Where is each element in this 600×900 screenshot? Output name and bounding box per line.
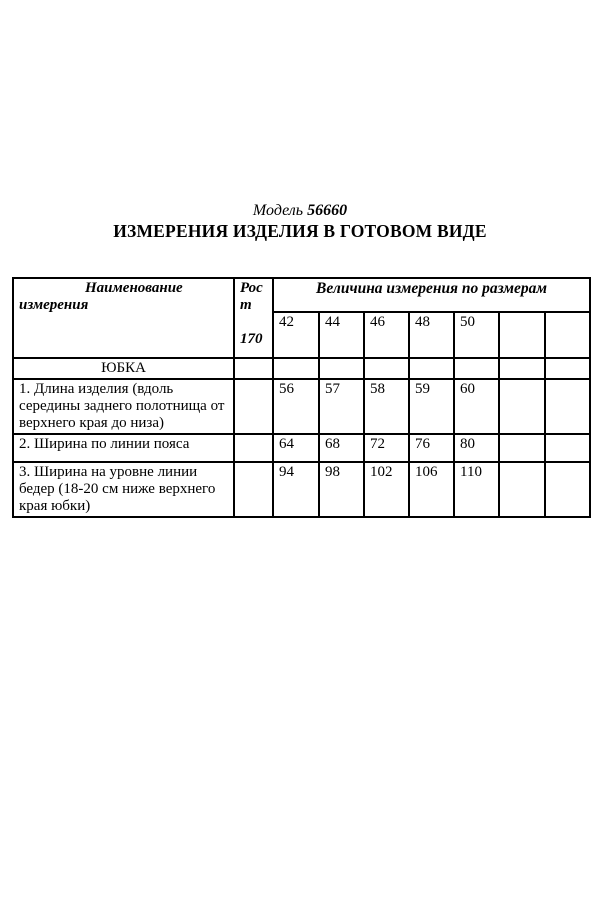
table-row xyxy=(13,462,590,517)
value-cell: 106 xyxy=(409,462,454,517)
model-number: 56660 xyxy=(307,202,348,219)
empty-cell xyxy=(234,434,273,462)
empty-cell xyxy=(234,358,273,379)
value-cell: 59 xyxy=(409,379,454,434)
size-header-42: 42 xyxy=(273,312,319,358)
value-cell: 56 xyxy=(273,379,319,434)
size-header-empty-1 xyxy=(499,312,545,358)
measurement-name: 2. Ширина по линии пояса xyxy=(13,434,234,462)
value-cell: 110 xyxy=(454,462,499,517)
size-header-46: 46 xyxy=(364,312,409,358)
value-cell: 58 xyxy=(364,379,409,434)
measurements-table xyxy=(12,277,591,518)
name-column-header xyxy=(13,278,234,358)
value-cell: 80 xyxy=(454,434,499,462)
value-cell: 102 xyxy=(364,462,409,517)
value-cell: 57 xyxy=(319,379,364,434)
section-row xyxy=(13,358,590,379)
value-cell: 72 xyxy=(364,434,409,462)
value-cell: 76 xyxy=(409,434,454,462)
empty-cell xyxy=(234,462,273,517)
measurement-name: 1. Длина изделия (вдоль середины заднего полотнища от верхнего края до низа) xyxy=(13,379,234,434)
value-cell xyxy=(499,379,545,434)
value-cell: 98 xyxy=(319,462,364,517)
empty-cell xyxy=(454,358,499,379)
size-header-50: 50 xyxy=(454,312,499,358)
section-label: ЮБКА xyxy=(13,358,234,379)
empty-cell xyxy=(545,358,590,379)
value-cell xyxy=(499,434,545,462)
sizes-group-header: Величина измерения по размерам xyxy=(273,278,590,312)
value-cell: 60 xyxy=(454,379,499,434)
empty-cell xyxy=(319,358,364,379)
value-cell xyxy=(545,379,590,434)
empty-cell xyxy=(273,358,319,379)
value-cell xyxy=(499,462,545,517)
value-cell: 68 xyxy=(319,434,364,462)
value-cell: 94 xyxy=(273,462,319,517)
table-header-row-top xyxy=(13,278,590,312)
value-cell xyxy=(545,462,590,517)
empty-cell xyxy=(499,358,545,379)
table-row xyxy=(13,379,590,434)
empty-cell xyxy=(364,358,409,379)
size-header-44: 44 xyxy=(319,312,364,358)
value-cell xyxy=(545,434,590,462)
model-line xyxy=(0,201,600,220)
size-header-empty-2 xyxy=(545,312,590,358)
measurement-name: 3. Ширина на уровне линии бедер (18-20 см ниже верхнего края юбки) xyxy=(13,462,234,517)
height-label: Рост xyxy=(240,280,263,313)
height-column-header xyxy=(234,278,273,358)
size-header-48: 48 xyxy=(409,312,454,358)
table-row xyxy=(13,434,590,462)
empty-cell xyxy=(409,358,454,379)
model-label: Модель xyxy=(252,202,304,219)
empty-cell xyxy=(234,379,273,434)
name-column-header-text: Наименование измерения xyxy=(19,280,183,313)
document-header xyxy=(0,201,600,241)
page-title: ИЗМЕРЕНИЯ ИЗДЕЛИЯ В ГОТОВОМ ВИДЕ xyxy=(113,221,487,241)
value-cell: 64 xyxy=(273,434,319,462)
height-value: 170 xyxy=(240,331,263,347)
